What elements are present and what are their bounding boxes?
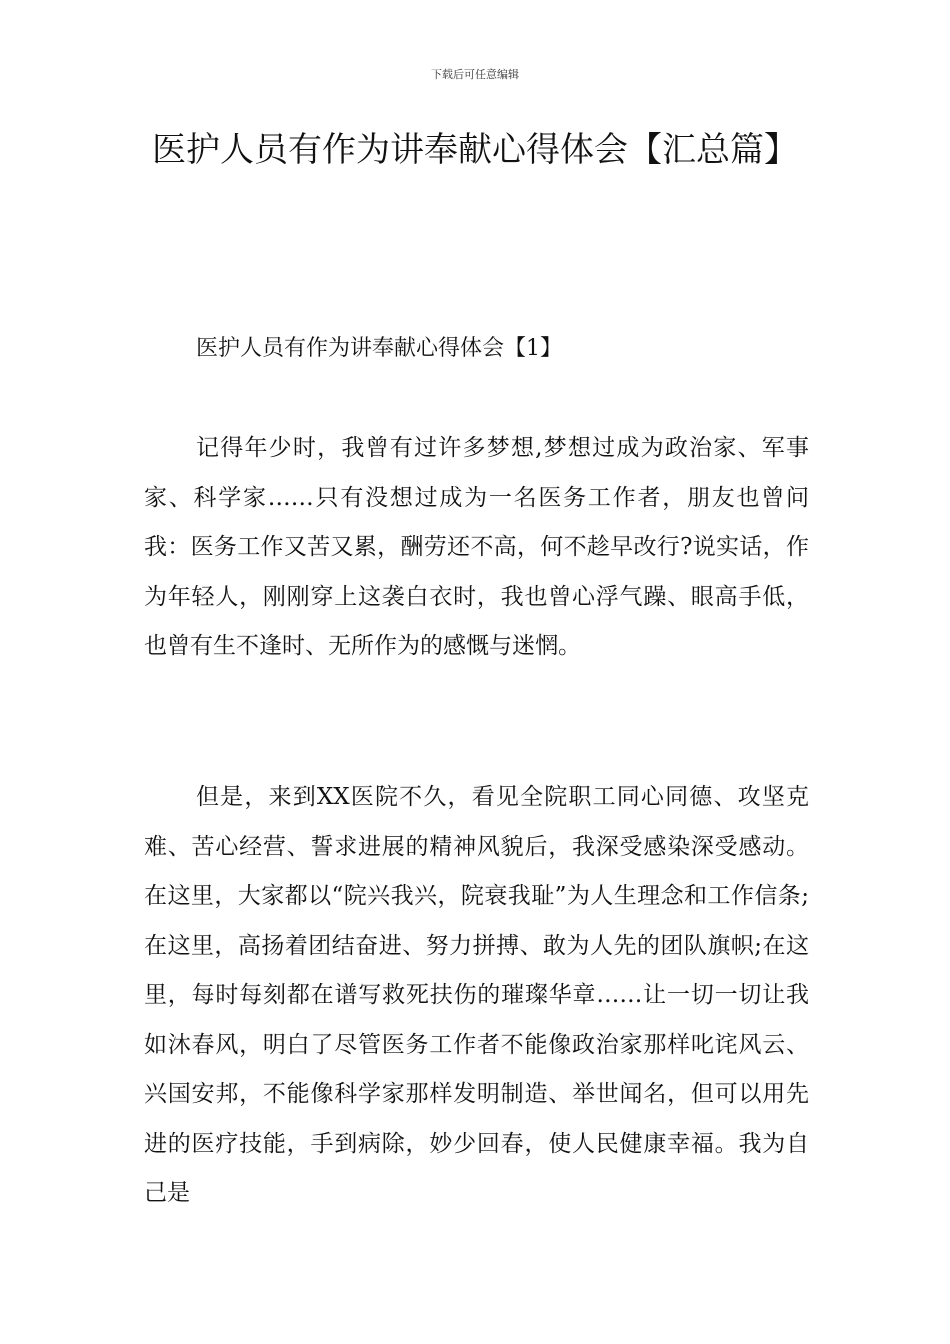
body-paragraph-2: 但是，来到XX医院不久，看见全院职工同心同德、攻坚克难、苦心经营、誓求进展的精神风貌后，我深受感染深受感动。在这里，大家都以“院兴我兴，院衰我耻”为人生理念和工作信条;在这里，高扬着团结奋进、努力拼搏、敢为人先的团队旗帜;在这里，每时每刻都在谱写救死扶伤的璀璨华章……让一切一切让我如沐春风，明白了尽管医务工作者不能像政治家那样叱诧风云、兴国安邦，不能像科学家那样发明制造、举世闻名，但可以用先进的医疗技能，手到病除，妙少回春，使人民健康幸福。我为自己是	[144, 784, 809, 1206]
header-note: 下载后可任意编辑	[431, 68, 519, 81]
document-title: 医护人员有作为讲奉献心得体会【汇总篇】	[152, 130, 798, 170]
section-heading: 医护人员有作为讲奉献心得体会【1】	[196, 336, 562, 361]
body-paragraph-1: 记得年少时，我曾有过许多梦想,梦想过成为政治家、军事家、科学家……只有没想过成为一名医务工作者，朋友也曾问我：医务工作又苦又累，酬劳还不高，何不趁早改行?说实话，作为年轻人，刚刚穿上这袭白衣时，我也曾心浮气躁、眼高手低，也曾有生不逢时、无所作为的感慨与迷惘。	[144, 435, 809, 659]
